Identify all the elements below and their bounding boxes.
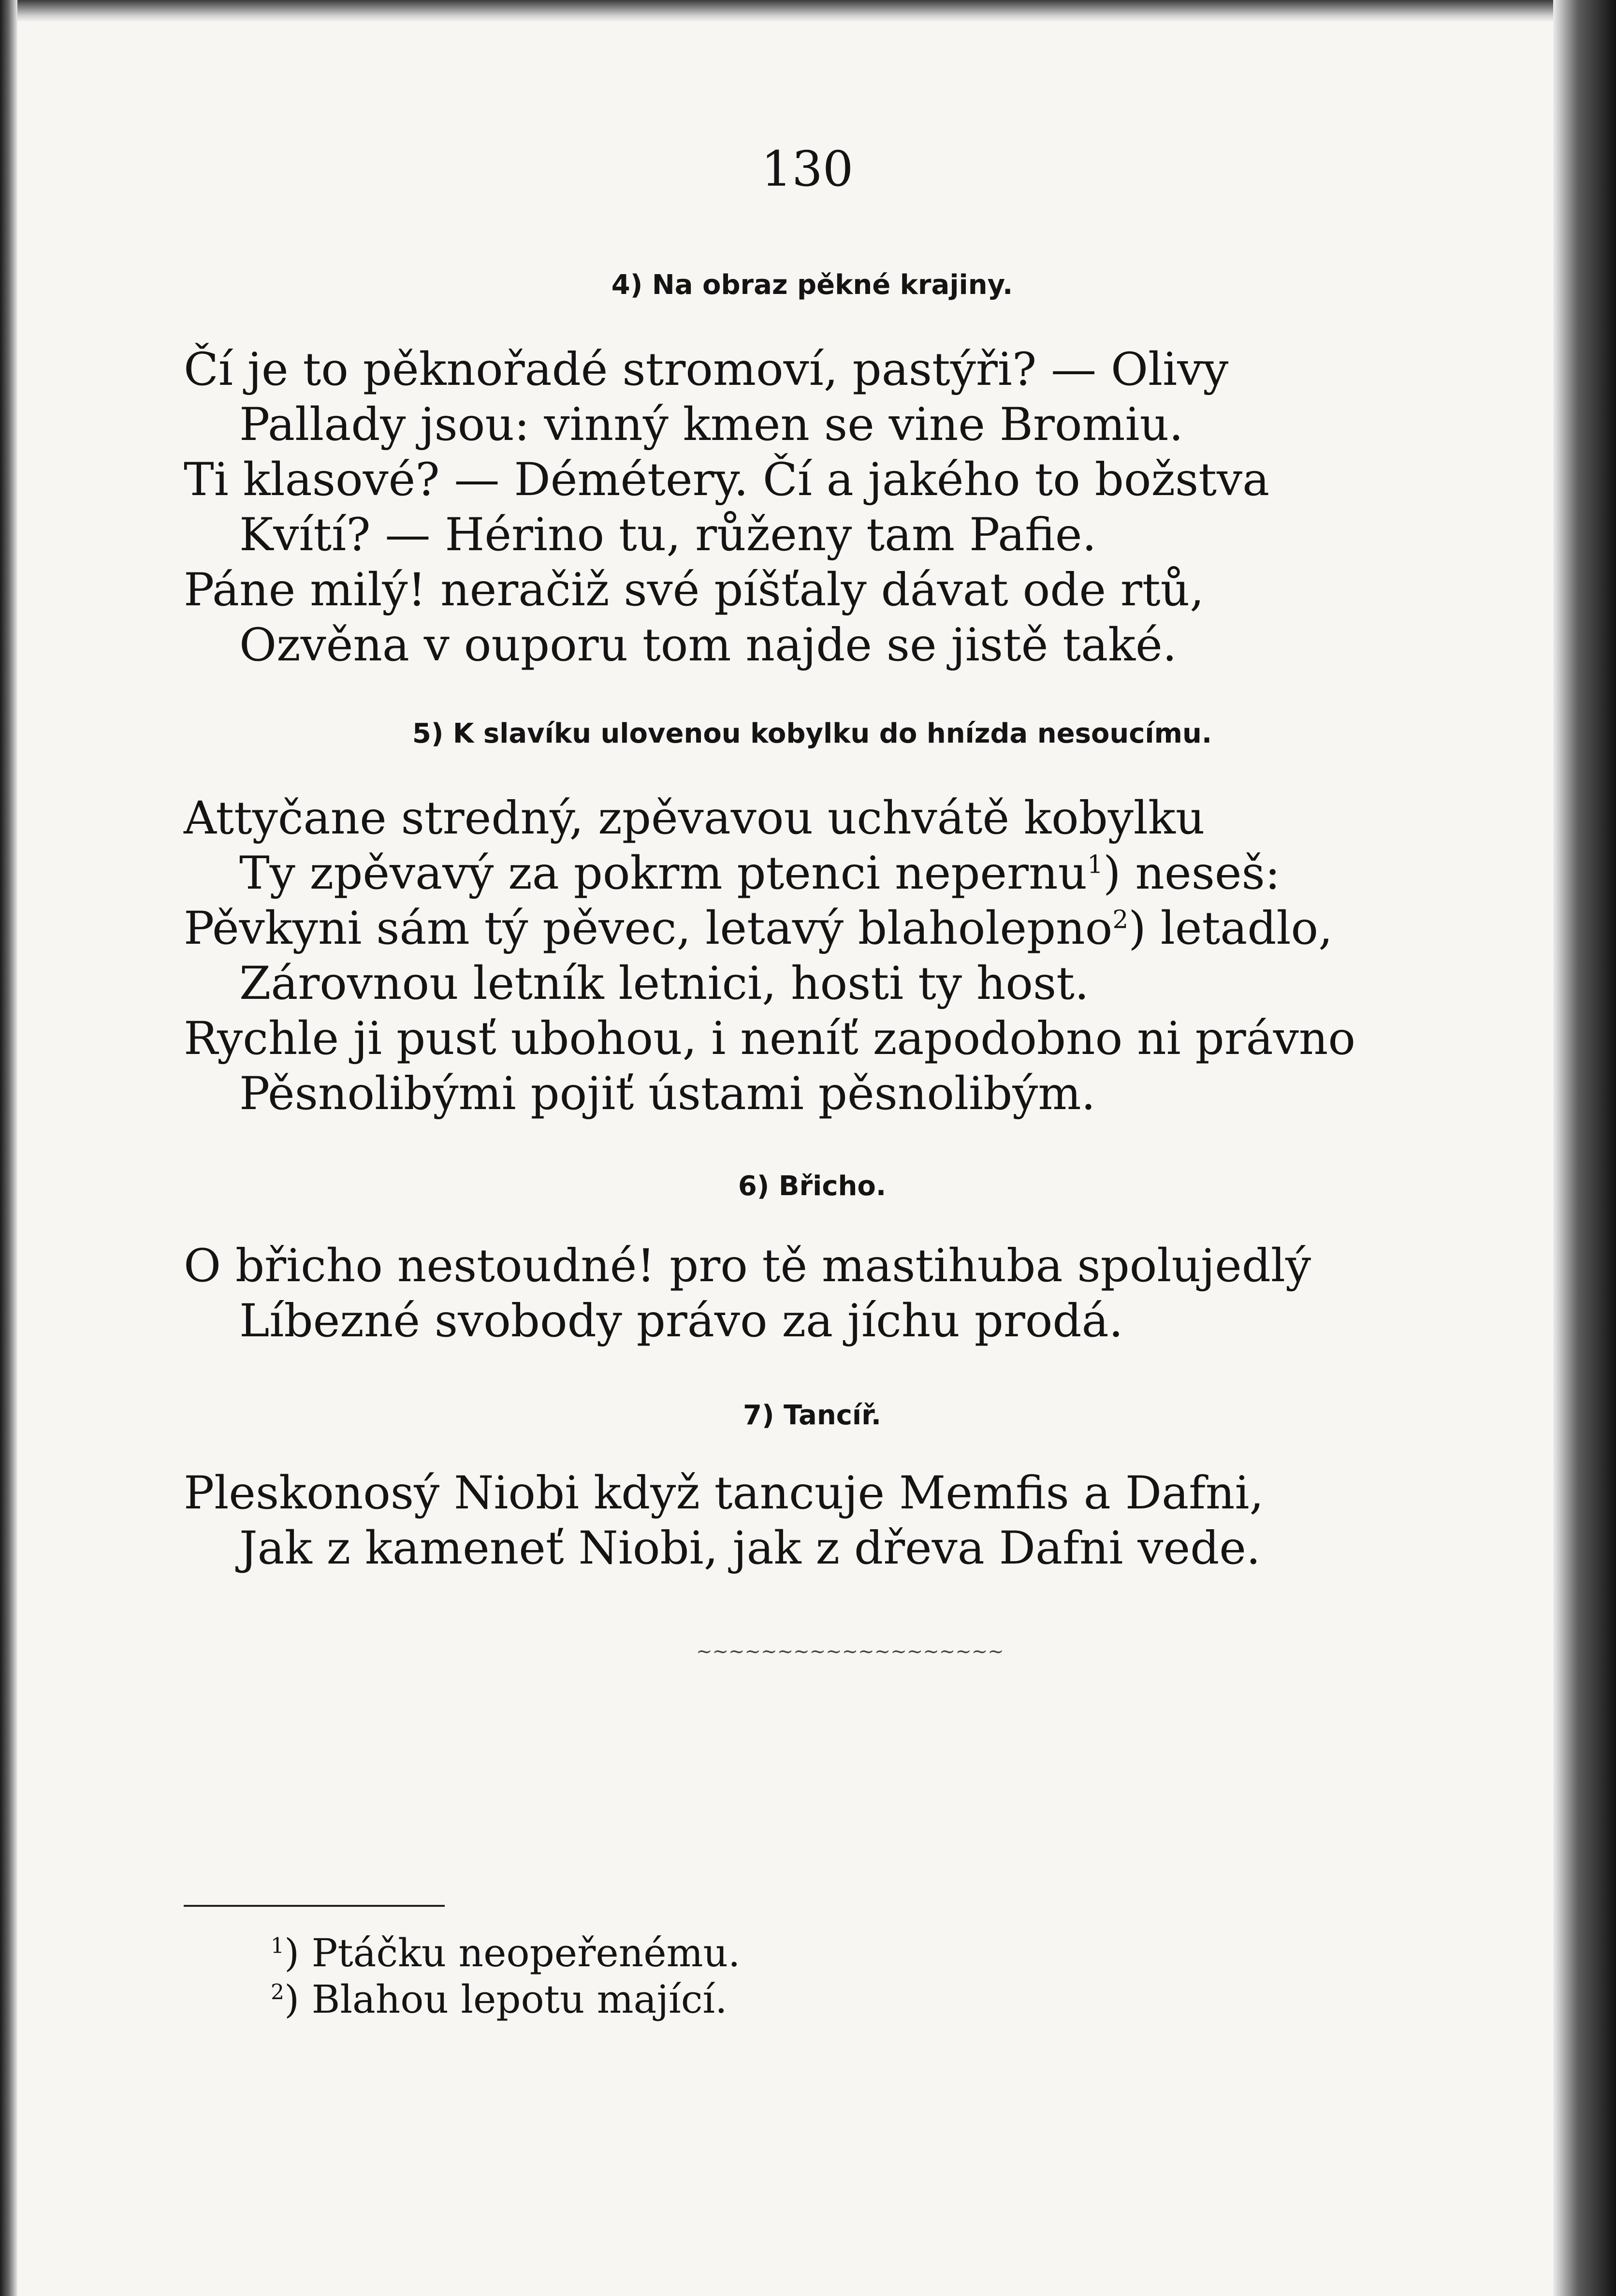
poem-6-line-1: O břicho nestoudné! pro tě mastihuba spolujedlý [184, 1240, 1311, 1292]
poem-5-line-6: Pěsnolibými pojiť ústami pěsnolibým. [239, 1068, 1096, 1120]
poem-4-line-4: Kvítí? — Hérino tu, růženy tam Pafie. [239, 509, 1097, 561]
poem-5-line-2-tail: neseš: [1121, 847, 1281, 900]
footnote-2-mark: 2 [271, 1980, 284, 2005]
footnote-1-mark: 1 [271, 1933, 284, 1959]
footnote-rule [184, 1905, 445, 1907]
footnote-1: $^1$) Ptáčku neopeřenému. [271, 1930, 741, 1975]
section-5-heading: 5) K slavíku ulovenou kobylku do hnízda nesoucímu. [412, 718, 1212, 749]
page-right-edge [1553, 0, 1616, 2296]
page-left-edge [0, 0, 17, 2296]
poem-4-line-3: Ti klasové? — Démétery. Čí a jakého to božstva [184, 453, 1270, 506]
footnote-2-text: Blahou lepotu mající. [299, 1977, 728, 2022]
footnote-ref-1: 1 [1087, 850, 1103, 879]
poem-5-line-2: Ty zpěvavý za pokrm ptenci nepernu$^1$) neseš: [239, 847, 1281, 900]
poem-7-line-1: Pleskonosý Niobi když tancuje Memfis a Dafni, [184, 1467, 1264, 1520]
poem-4-line-5: Páne milý! neračiž své píšťaly dávat ode rtů, [184, 564, 1205, 616]
poem-4-line-2: Pallady jsou: vinný kmen se vine Bromiu. [239, 398, 1184, 451]
poem-7-line-2: Jak z kameneť Niobi, jak z dřeva Dafni vede. [239, 1522, 1261, 1575]
poem-5-line-2-text: Ty zpěvavý za pokrm ptenci nepernu [239, 847, 1088, 900]
footnote-1-text: Ptáčku neopeřenému. [299, 1930, 741, 1975]
poem-5-line-4: Zárovnou letník letnici, hosti ty host. [239, 957, 1089, 1010]
poem-5-line-5: Rychle ji pusť ubohou, i neníť zapodobno ni právno [184, 1012, 1355, 1065]
footnote-ref-2: 2 [1112, 905, 1129, 935]
poem-5-line-3-text: Pěvkyni sám tý pěvec, letavý blaholepno [184, 902, 1113, 955]
footnote-2: $^2$) Blahou lepotu mající. [271, 1977, 728, 2022]
page-number: 130 [761, 141, 854, 197]
poem-6-line-2: Líbezné svobody právo za jíchu prodá. [239, 1295, 1123, 1347]
poem-5-line-1: Attyčane stredný, zpěvavou uchvátě kobylku [184, 792, 1205, 845]
section-7-heading: 7) Tancíř. [743, 1400, 881, 1431]
section-4-heading: 4) Na obraz pěkné krajiny. [611, 269, 1013, 301]
poem-4-line-1: Čí je to pěknořadé stromoví, pastýři? — Olivy [184, 343, 1229, 396]
poem-5-line-3: Pěvkyni sám tý pěvec, letavý blaholepno$^2$) letadlo, [184, 902, 1333, 955]
poem-5-line-3-tail: letadlo, [1146, 902, 1333, 955]
section-6-heading: 6) Břicho. [738, 1170, 887, 1202]
page-top-shadow [0, 0, 1616, 22]
poem-4-line-6: Ozvěna v ouporu tom najde se jistě také. [239, 619, 1177, 672]
section-end-ornament: ~~~~~~~~~~~~~~~~~~~ [696, 1640, 1004, 1663]
